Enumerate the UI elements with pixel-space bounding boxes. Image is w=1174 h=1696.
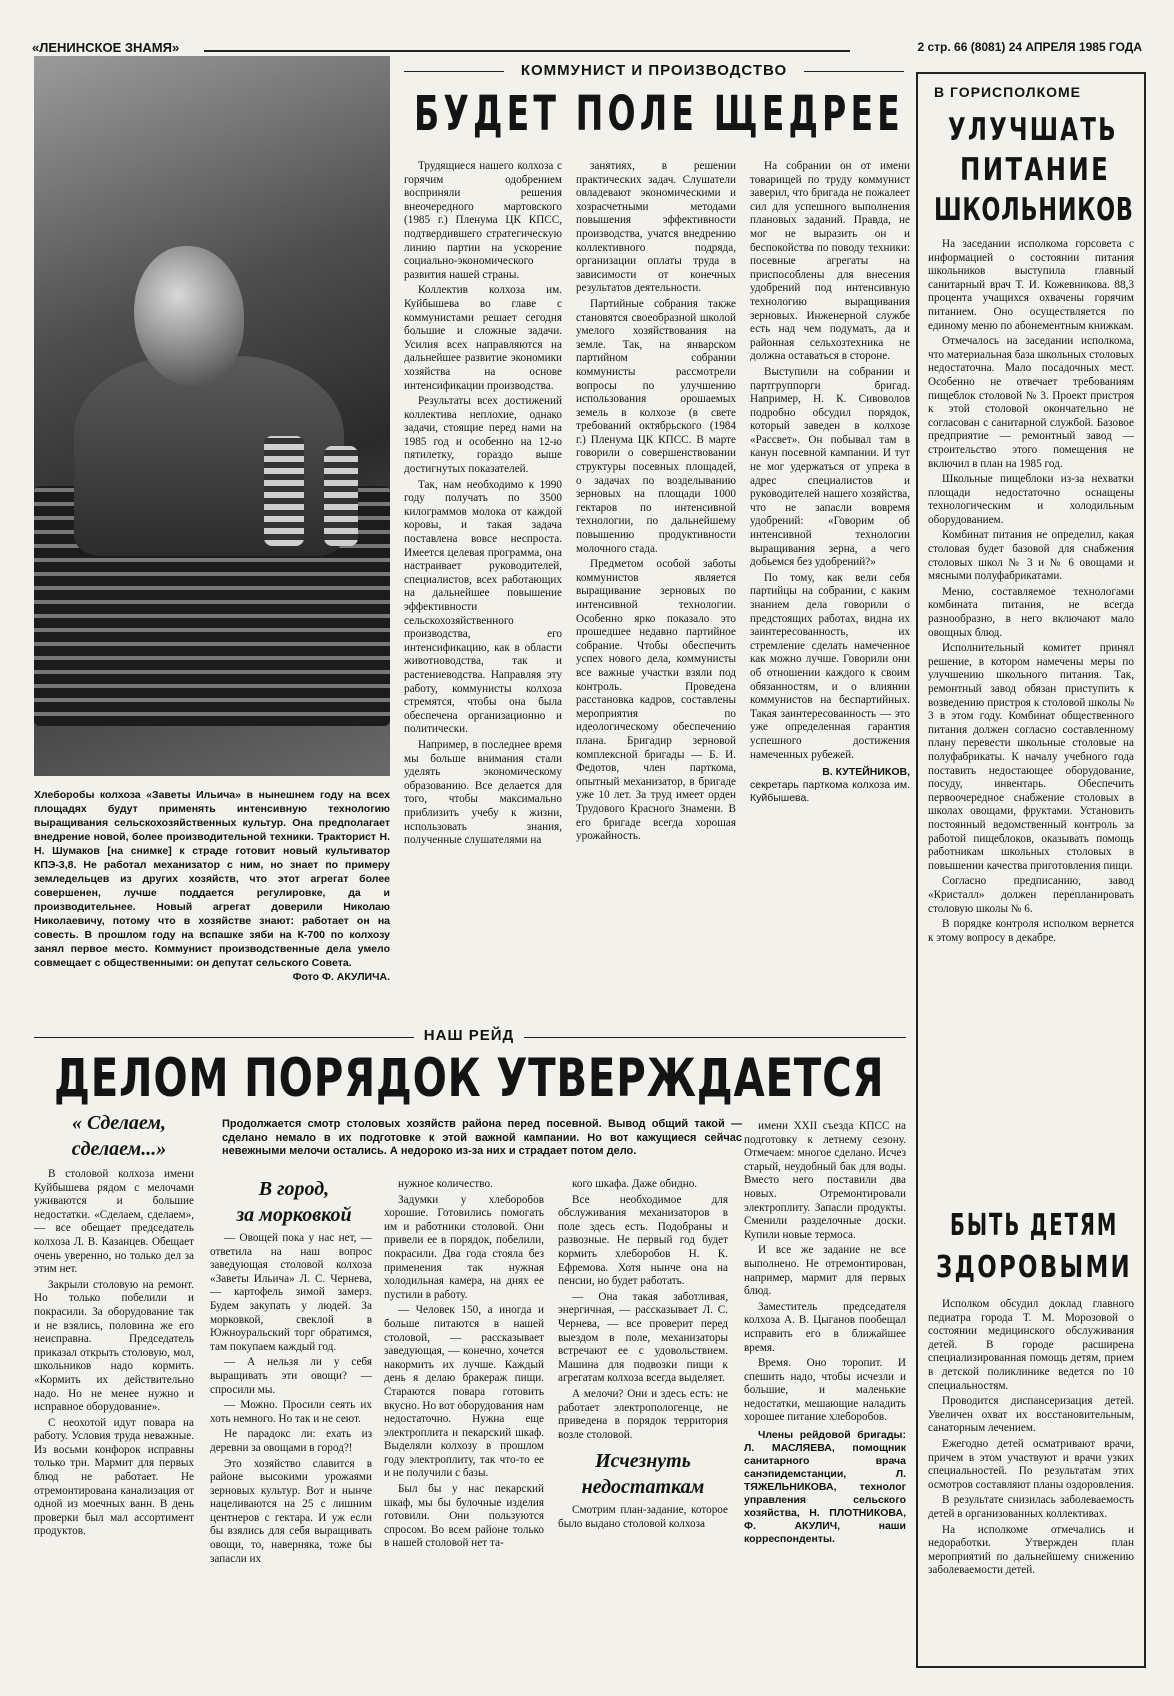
paragraph: нужное количество.	[398, 1178, 493, 1190]
paragraph: А мелочи? Они и здесь есть: не работает электропологенце, не приведена в порядок территория возле столовой.	[558, 1387, 728, 1441]
raid-lead: Продолжается смотр столовых хозяйств района перед посевной. Вывод общий такой — сделано немало в их подготовке к этой важной кампании. Но вот кажущиеся сейчас невежными мелочи остались. А недороко из-за них и страдает потом дело.	[222, 1118, 742, 1158]
paragraph: Проводится диспансеризация детей. Увеличен охват их восстановительным, санаторным лечением.	[928, 1395, 1134, 1435]
paragraph: Был бы у нас пекарский шкаф, мы бы булочные изделия готовили. Они пользуются спросом. Во всем районе только в нашей столовой нет та-	[384, 1483, 544, 1550]
paragraph: С неохотой идут повара на работу. Условия труда неважные. Из восьми конфорок исправны только три. Мармит для первых блюд не работает. Не отремонтирована канализация от одной из моечных ванн. В день проверки был мал ассортимент продуктов.	[34, 1416, 194, 1538]
article1-rubric: КОММУНИСТ И ПРОИЗВОДСТВО	[520, 62, 788, 79]
sidebar-text	[928, 238, 1134, 947]
paragraph: — Она такая заботливая, энергичная, — рассказывает Л. С. Чернева, — все проверит перед выездом в поле, механизаторы встречают ее с удовольствием. Машина для подвозки пищи к агрегатам колхоза всегда выделяет.	[558, 1290, 728, 1385]
photo-caption	[34, 788, 390, 984]
paragraph: Трудящиеся нашего колхоза с горячим одобрением восприняли решения внеочередного мартовского (1985 г.) Пленума ЦК КПСС, подтвердившего стратегическую линию партии на ускорение социально-экономического развития нашей страны.	[404, 160, 562, 281]
sidebar-headline-line2: ПИТАНИЕ	[960, 152, 1111, 188]
raid-subhead-3	[558, 1448, 728, 1500]
subhead-line: недостаткам	[581, 1476, 705, 1499]
subhead-line: « Сделаем,	[72, 1112, 166, 1134]
paragraph: Коллектив колхоза им. Куйбышева во главе с коммунистами решает сегодня большие и сложные задачи. Усилия всех направляются на дальнейшее развитие экономики хозяйства на основе интенсификации производства.	[404, 284, 562, 392]
photo-credit: Фото Ф. АКУЛИЧА.	[292, 971, 390, 983]
raid-column-4	[558, 1178, 728, 1533]
paragraph: Не парадокс ли: ехать из деревни за овощами в город?!	[210, 1428, 372, 1454]
raid-column-1	[34, 1168, 194, 1541]
paragraph: Предметом особой заботы коммунистов является выращивание зерновых по интенсивной технологии. Особенно ярко показало это прошедшее недавно партийное собрание. Чтобы обеспечить успех нового дела, коммунисты все важные участки взяли под контроль. Проведена расстановка кадров, составлены мероприятия по идеологическому обеспечению плана. Бригадир зерновой комплексной бригады — Б. И. Федотов, член парткома, опытный механизатор, в бригаде уже 10 лет. За труд имеет орден Трудового Красного Знамени. В его бригаде всегда хорошая урожайность.	[576, 558, 736, 843]
paragraph: — Овощей пока у нас нет, — ответила на наш вопрос заведующая столовой колхоза «Заветы Ильича» Л. С. Чернева, — картофель зимой замерз. Будем закупать у людей. За морковкой, свеклой в Южноуральский торг обратимся, там покупаем каждый год.	[210, 1232, 372, 1353]
sidebar-rubric: В ГОРИСПОЛКОМЕ	[934, 84, 1082, 100]
paragraph: Исполнительный комитет принял решение, в котором намечены меры по улучшению школьного питания. Так, ремонтный завод обязан приступить к возведению пристроя к столовой школы № 3 в этом году. Комбинат общественного питания должен согласно составленному плану перевести школьные столовые на полуфабрикаты. К началу учебного года поставить недостающее оборудование, посуду, инвентарь. Обеспечить первоочередное снабжение столовых в школах овощами, фруктами. Установить постоянный ведомственный контроль за работой пищеблоков, оказывать помощь работникам школьных столовых в повышении качества приготовления пищи.	[928, 642, 1134, 872]
sidebar-headline-line3: ШКОЛЬНИКОВ	[934, 192, 1134, 228]
paragraph: В порядке контроля исполком вернется к этому вопросу в декабре.	[928, 918, 1134, 944]
raid-column-5	[744, 1120, 906, 1548]
paragraph: Ежегодно детей осматривают врачи, причем в этом участвуют и врачи узких специальностей. По результатам этих осмотров составляют планы оздоровления.	[928, 1437, 1134, 1491]
paragraph: Время. Оно торопит. И спешить надо, чтобы исчезли и большие, и маленькие недостатки, мешающие наладить хорошее питание хлеборобов.	[744, 1357, 906, 1424]
subhead-line: сделаем...»	[71, 1138, 167, 1160]
masthead-rule	[204, 50, 850, 52]
raid-headline: ДЕЛОМ ПОРЯДОК УТВЕРЖДАЕТСЯ	[54, 1048, 885, 1109]
paragraph: В результате снизилась заболеваемость детей в организованных коллективах.	[928, 1494, 1134, 1520]
paragraph: Смотрим план-задание, которое было выдано столовой колхоза	[558, 1504, 728, 1530]
article1-column-2	[576, 160, 736, 846]
paragraph: — Человек 150, а иногда и больше питаются в нашей столовой, — рассказывает заведующая, — конечно, хочется накормить их лучше. Каждый день я делаю бракераж пищи. Стараются повара готовить вкусно. Но вот оборудования нам недостаточно. Нужна еще электроплита и пекарский шкаф. Выделяли колхозу в прошлом году электроплиту, так что-то ее и не получили с базы.	[384, 1304, 544, 1480]
sidebar-headline2-line2: ЗДОРОВЫМИ	[936, 1250, 1132, 1285]
paragraph: Меню, составляемое технологами комбината питания, не всегда разнообразно, в него включают мало овощных блюд.	[928, 585, 1134, 639]
paragraph: Отмечалось на заседании исполкома, что материальная база школьных столовых недостаточна. Мало посадочных мест. Особенно не отвечает требованиям пищеблок столовой № 3. Проект пристроя к этой столовой окончательно не согласован с санитарной службой. Базовое предприятие — ремонтный завод — строительство этого помещения не включил в план на 1985 год.	[928, 335, 1134, 470]
paragraph: Комбинат питания не определил, какая столовая будет базовой для снабжения столовых школ № 3 и № 6 овощами и мясными полуфабрикатами.	[928, 529, 1134, 583]
dateline: 2 стр. 66 (8081) 24 АПРЕЛЯ 1985 ГОДА	[917, 40, 1142, 54]
cultivator-spring	[264, 436, 304, 546]
sidebar-headline-line1: УЛУЧШАТЬ	[948, 112, 1118, 148]
raid-rubric: НАШ РЕЙД	[423, 1027, 515, 1044]
paragraph: Так, нам необходимо к 1990 году получать по 3500 килограммов молока от каждой коровы, и такая задача поставлена вовсе неспроста. Имеется целевая программа, она настраивает руководителей, специалистов, всех работающих на дальнейшее повышение эффективности сельскохозяйственного производства, его интенсификацию, как в области животноводства, так и растениеводства. Направляя эту работу, коммунисты колхоза стремятся, чтобы она была обеспечена организационно и политически.	[404, 478, 562, 736]
article1-column-1	[404, 160, 562, 850]
paragraph: — Можно. Просили сеять их хоть немного. Но так и не сеют.	[210, 1399, 372, 1425]
raid-rule-left	[34, 1037, 414, 1038]
article1-signature: В. КУТЕЙНИКОВ,	[822, 766, 910, 779]
paragraph: По тому, как вели себя партийцы на собрании, с каким знанием дела говорили о предстоящих работах, видна их заинтересованность, их стремление сделать намеченное как можно лучше. Говорили они об отношении каждого к своим обязанностям, и о влиянии коммунистов на беспартийных. Такая заинтересованность — это уже определенная гарантия успешного достижения намеченных рубежей.	[750, 571, 910, 761]
paragraph: Исполком обсудил доклад главного педиатра города Т. М. Морозовой о состоянии медицинского обслуживания детей. В городе расширена специализированная помощь детям, прием в детской поликлинике ведется по 10 специальностям.	[928, 1298, 1134, 1392]
cultivator-spring	[324, 446, 358, 546]
raid-column-3	[384, 1178, 544, 1553]
rubric-rule-left	[404, 71, 504, 72]
paragraph: Согласно предписанию, завод «Кристалл» должен перепланировать столовую школы № 6.	[928, 875, 1134, 915]
raid-column-2	[210, 1232, 372, 1568]
paragraph: В столовой колхоза имени Куйбышева рядом с мелочами уживаются и большие недостатки. «Сделаем, сделаем», — все обещает председатель колхоза Л. В. Казанцев. Обещает очень уверенно, но только дел за этим нет.	[34, 1168, 194, 1276]
raid-subhead-2	[214, 1176, 374, 1228]
paragraph: Заместитель председателя колхоза А. В. Цыганов пообещал исправить его в ближайшее время.	[744, 1300, 906, 1354]
paragraph: — А нельзя ли у себя выращивать эти овощи? — спросили мы.	[210, 1356, 372, 1396]
paragraph: кого шкафа. Даже обидно.	[572, 1178, 698, 1190]
paragraph: Все необходимое для обслуживания механизаторов в поле здесь есть. Подобраны и развозные. Не первый год будет кормить хлеборобов Н. К. Ефремова. Хотя нынче она на пенсии, но будет работать.	[558, 1193, 728, 1288]
subhead-line: за морковкой	[236, 1204, 352, 1226]
paragraph: занятиях, в решении практических задач. Слушатели овладевают экономическими и хозрасчетными методами повышения эффективности производства, учатся внедрению коллективного подряда, организации оплаты труда в зависимости от конечных результатов деятельности.	[576, 160, 736, 295]
photo-caption-text: Хлеборобы колхоза «Заветы Ильича» в нынешнем году на всех площадях будут применять интенсивную технологию выращивания сельскохозяйственных культур. Она предполагает внедрение новой, более производительной техники. Тракторист Н. Н. Шумаков [на снимке] к страде готовит новый культиватор КПЭ-3,8. Не работал механизатор с ним, но знает по примеру земледельцев из других хозяйств, что этот агрегат более совершенен, лучше поддается регулировке, да и производительнее. Новый агрегат доверили Николаю Николаевичу, потому что в хозяйстве знают: работает он на совесть. В прошлом году на вспашке зяби на К-700 по колхозу занял первое место. Коммунист производственные дела умело совмещает с общественными: он депутат сельского Совета.	[34, 789, 390, 969]
tractorist-photo	[34, 56, 390, 776]
raid-rule-right	[524, 1037, 906, 1038]
raid-subhead-1	[34, 1110, 204, 1162]
sidebar-headline2-line1: БЫТЬ ДЕТЯМ	[950, 1208, 1119, 1243]
raid-members: Члены рейдовой бригады: Л. МАСЛЯЕВА, помощник санитарного врача санэпидемстанции, Л. ТЯЖЕЛЬНИКОВА, технолог управления сельского хозяйства, Н. ПЛОТНИКОВА, Ф. АКУЛИЧ, наши корреспонденты.	[744, 1429, 906, 1546]
paragraph: Партийные собрания также становятся своеобразной школой умелого хозяйствования на земле. Так, на январском партийном собрании коммунисты рассмотрели вопросы по улучшению использования орошаемых земель в колхозе (в свете требований октябрьского (1984 г.) Пленума ЦК КПСС. В марте говорили о совершенствовании структуры посевных площадей, о задачах по возделыванию зерновых на площади 1000 гектаров по интенсивной технологии, по дальнейшему повышению продуктивности молочного стада.	[576, 297, 736, 555]
paragraph: Это хозяйство славится в районе высокими урожаями зерновых культур. Вот и нынче нацеливаются на 25 с лишним центнеров с гектара. И уж если бы взялись для себя выращивать овощи, то, наверняка, тоже бы запасли их	[210, 1457, 372, 1565]
subhead-line: Исчезнуть	[595, 1450, 691, 1473]
paragraph: И все же задание не все выполнено. Не отремонтирован, например, мармит для первых блюд.	[744, 1244, 906, 1298]
paragraph: Результаты всех достижений коллектива неплохие, однако задачи, стоящие перед нами на 1985 год и особенно на 12-ю пятилетку, гораздо выше достигнутых показателей.	[404, 395, 562, 476]
paragraph: имени XXII съезда КПСС на подготовку к летнему сезону. Отмечаем: многое сделано. Исчез старый, неудобный бак для воды. Вместо него поставили два новых. Отремонтировали электроплиту. Запасли продукты. Сменили разделочные доски. Купили новые термоса.	[744, 1120, 906, 1241]
newspaper-name: «ЛЕНИНСКОЕ ЗНАМЯ»	[32, 40, 180, 55]
paragraph: Закрыли столовую на ремонт. Но только побелили и покрасили. За оборудование так и не взялись, половина же его неисправна. Председатель приказал открыть столовую, мол, школьников надо кормить. «Кормить их действительно надо. Но не менее нужно и исправное оборудование».	[34, 1278, 194, 1414]
article1-column-3	[750, 160, 910, 805]
paragraph: Выступили на собрании и партгруппорги бригад. Например, Н. К. Сивоволов подробно обсудил порядок, который заведен в колхозе «Рассвет». Он побывал там в канун посевной кампании. И тут не мог удержаться от упрека в адрес специалистов и руководителей нашего хозяйства, что не запасли вовремя удобрений: «Говорим об интенсивной технологии выращивания зерна, а чего добьемся без удобрений?»	[750, 365, 910, 569]
paragraph: Школьные пищеблоки из-за нехватки площади недостаточно оснащены технологическим и холодильным оборудованием.	[928, 473, 1134, 526]
paragraph: На исполкоме отмечались и недоработки. Утвержден план мероприятий по дальнейшему снижению заболеваемости детей.	[928, 1523, 1134, 1577]
sidebar-text-2	[928, 1298, 1134, 1580]
paragraph: Например, в последнее время мы больше внимания стали уделять экономическому образованию. Все делается для того, чтобы максимально приблизить учебу к жизни, использовать знания, полученные слушателями на	[404, 738, 562, 847]
paragraph: На заседании исполкома горсовета с информацией о состоянии питания школьников выступила главный санитарный врач Т. И. Кожевникова. 88,3 процента учащихся охвачены горячим питанием. Оно осуществляется по единому меню по абонементным книжкам.	[928, 238, 1134, 332]
article1-headline: БУДЕТ ПОЛЕ ЩЕДРЕЕ	[414, 86, 904, 142]
article1-signature-role: секретарь парткома колхоза им. Куйбышева.	[750, 779, 910, 805]
subhead-line: В город,	[258, 1178, 330, 1200]
paragraph: На собрании он от имени товарищей по труду коммунист заверил, что бригада не пожалеет сил для успешного выполнения плановых заданий. Правда, не мог не выразить он и беспокойства по поводу техники: посевные агрегаты на приспособлены для внесения удобрений под интенсивную технологию выращивания зерновых. Инженерной службе есть над чем подумать, да и районная сельхозтехника не должна оставаться в стороне.	[750, 160, 910, 363]
rubric-rule-right	[804, 71, 904, 72]
paragraph: Задумки у хлеборобов хорошие. Готовились помогать им и работники столовой. Они привели ее в порядок, побелили, покрасили. Два года стояла без применения так нужная холодильная камера, на днях ее пустили в работу.	[384, 1193, 544, 1301]
